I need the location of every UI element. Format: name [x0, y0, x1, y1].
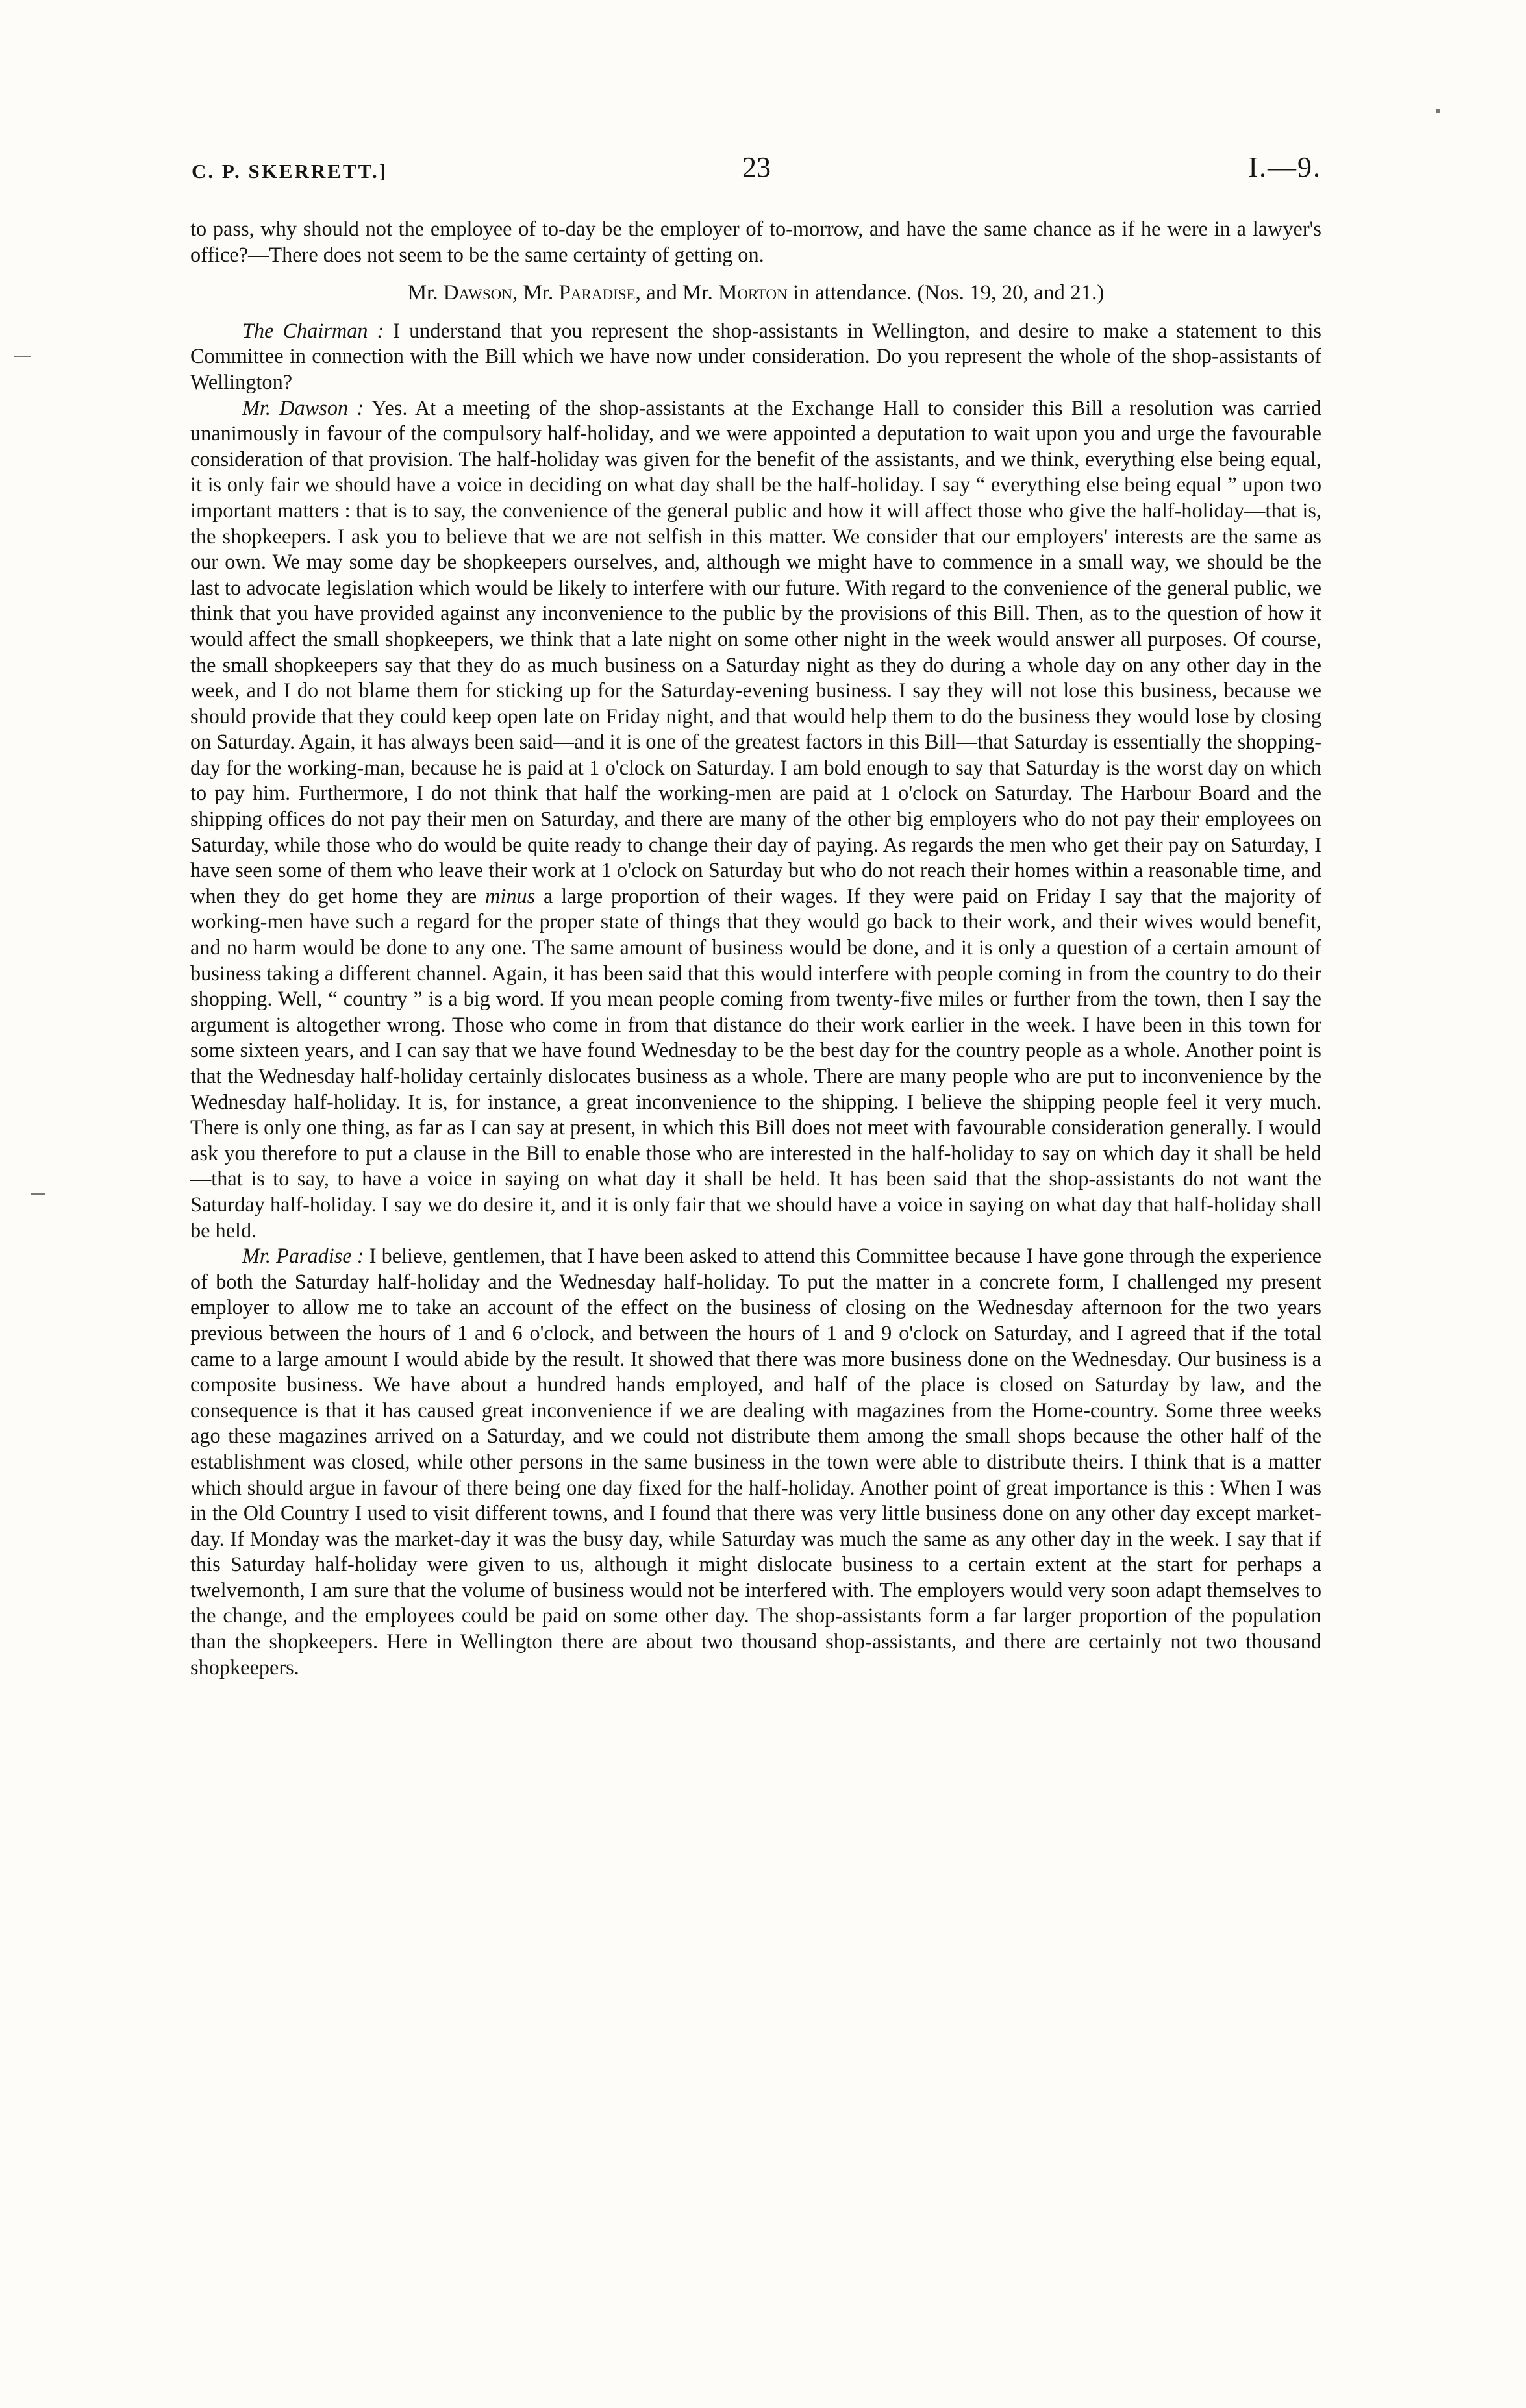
paragraph-chairman: [190, 318, 1321, 395]
page-number: 23: [742, 151, 771, 183]
attendance-suffix: in attendance. (Nos. 19, 20, and 21.): [787, 281, 1105, 305]
attendee-name: Paradise: [558, 281, 636, 305]
paragraph-text: I believe, gentlemen, that I have been asked to attend this Committee because I have gone through the experience of both the Saturday half-holiday and the Wednesday half-holiday. To put the matter in a concrete form, I challenged my present employer to allow me to take an account of the effect on the business of closing on the Wednesday afternoon for the two years previous between the hours of 1 and 6 o'clock, and between the hours of 1 and 9 o'clock on Saturday, and I agreed that if the total came to a large amount I would abide by the result. It showed that there was more business done on the Wednesday. Our business is a composite business. We have about a hundred hands employed, and half of the place is closed on Saturday by law, and the consequence is that it has caused great inconvenience if we are dealing with magazines from the Home-country. Some three weeks ago these magazines arrived on a Saturday, and we could not distribute them among the small shops because the other half of the establishment was closed, while other persons in the same business in the town were able to distribute theirs. I think that is a matter which should argue in favour of there being one day fixed for the half-holiday. Another point of great importance is this : When I was in the Old Country I used to visit different towns, and I found that there was very little business done on any other day except market-day. If Monday was the market-day it was the busy day, while Saturday was much the same as any other day in the week. I say that if this Saturday half-holiday were given to us, although it might dislocate business to a certain extent at the start for perhaps a twelvemonth, I am sure that the volume of business would not be interfered with. The employers would very soon adapt themselves to the change, and the employees could be paid on some other day. The shop-assistants form a far larger proportion of the population than the shopkeepers. Here in Wellington there are about two thousand shop-assistants, and there are certainly not two thousand shopkeepers.: [190, 1244, 1321, 1679]
margin-mark: [1436, 109, 1440, 113]
italic-word: minus: [485, 884, 536, 908]
header-paper-reference: I.—9.: [1248, 151, 1321, 183]
speaker-label: Mr. Paradise :: [242, 1244, 364, 1268]
paragraph-text: Yes. At a meeting of the shop-assistants at the Exchange Hall to consider this Bill a resolution was carried unanimously in favour of the compulsory half-holiday, and we were appointed a deputation to wait upon you and urge the favourable consideration of that provision. The half-holiday was given for the benefit of the assistants, and we think, everything else being equal, it is only fair we should have a voice in deciding on what day shall be the half-holiday. I say “ everything else being equal ” upon two important matters : that is to say, the convenience of the general public and how it will affect those who give the half-holiday—that is, the shopkeepers. I ask you to believe that we are not selfish in this matter. We consider that our employers' interests are the same as our own. We may some day be shopkeepers ourselves, and, although we might have to commence in a small way, we should be the last to advocate legislation which would be likely to interfere with our future. With regard to the convenience of the general public, we think that you have provided against any inconvenience to the public by the provisions of this Bill. Then, as to the question of how it would affect the small shopkeepers, we think that a late night on some other night in the week would answer all purposes. Of course, the small shopkeepers say that they do as much business on a Saturday night as they do during a whole day on any other day in the week, and I do not blame them for sticking up for the Saturday-evening business. I say they will not lose this business, because we should provide that they could keep open late on Friday night, and that would help them to do the business they would lose by closing on Saturday. Again, it has always been said—and it is one of the greatest factors in this Bill—that Saturday is essentially the shopping-day for the working-man, because he is paid at 1 o'clock on Saturday. I am bold enough to say that Saturday is the worst day on which to pay him. Furthermore, I do not think that half the working-men are paid at 1 o'clock on Saturday. The Harbour Board and the shipping offices do not pay their men on Saturday, and there are many of the other big employers who do not pay their employees on Saturday, while those who do would be quite ready to change their day of paying. As regards the men who get their pay on Saturday, I have seen some of them who leave their work at 1 o'clock on Saturday but who do not reach their homes within a reasonable time, and when they do get home they are: [190, 395, 1322, 908]
attendee-name: Dawson: [443, 281, 513, 305]
attendance-separator: , Mr.: [512, 281, 559, 305]
margin-mark: [31, 1193, 45, 1195]
paragraph-text: I understand that you represent the shop-assistants in Wellington, and desire to make a statement to this Committee in connection with the Bill which we have now under consideration. Do you represent the whole of the shop-assistants of Wellington?: [190, 318, 1321, 393]
attendance-prefix: Mr.: [407, 281, 444, 305]
attendance-line: [190, 280, 1321, 306]
attendee-name: Morton: [718, 281, 788, 305]
paragraph-continuation: to pass, why should not the employee of to-day be the employer of to-morrow, and have the same chance as if he were in a lawyer's office?—There does not seem to be the same certainty of getting on.: [190, 217, 1321, 266]
paragraph-dawson: [190, 395, 1321, 1244]
header-witness-name: C. P. SKERRETT.]: [192, 160, 388, 182]
paragraph-paradise: [190, 1243, 1321, 1680]
paragraph-text: a large proportion of their wages. If they were paid on Friday I say that the majority of working-men have such a regard for the proper state of things that they would go back to their work, and their wives would benefit, and no harm would be done to any one. The same amount of business would be done, and it is only a question of a certain amount of business taking a different channel. Again, it has been said that this would interfere with people coming in from the country to do their shopping. Well, “ country ” is a big word. If you mean people coming from twenty-five miles or further from the town, then I say the argument is altogether wrong. Those who come in from that distance do their work earlier in the week. I have been in this town for some sixteen years, and I can say that we have found Wednesday to be the best day for the country people as a whole. Another point is that the Wednesday half-holiday certainly dislocates business as a whole. There are many people who are put to inconvenience by the Wednesday half-holiday. It is, for instance, a great inconvenience to the shipping. I believe the shipping people feel it very much. There is only one thing, as far as I can say at present, in which this Bill does not meet with favourable consideration generally. I would ask you therefore to put a clause in the Bill to enable those who are interested in the half-holiday to say on which day it shall be held—that is to say, to have a voice in saying on what day it shall be held. It has been said that the shop-assistants do not want the Saturday half-holiday. I say we do desire it, and it is only fair that we should have a voice in saying on what day that half-holiday shall be held.: [190, 884, 1322, 1242]
page-body: [190, 216, 1321, 1680]
page-header: [192, 151, 1321, 190]
speaker-label: Mr. Dawson :: [242, 395, 364, 419]
attendance-separator: , and Mr.: [635, 281, 718, 305]
margin-mark: [14, 356, 31, 357]
speaker-label: The Chairman :: [242, 318, 384, 342]
